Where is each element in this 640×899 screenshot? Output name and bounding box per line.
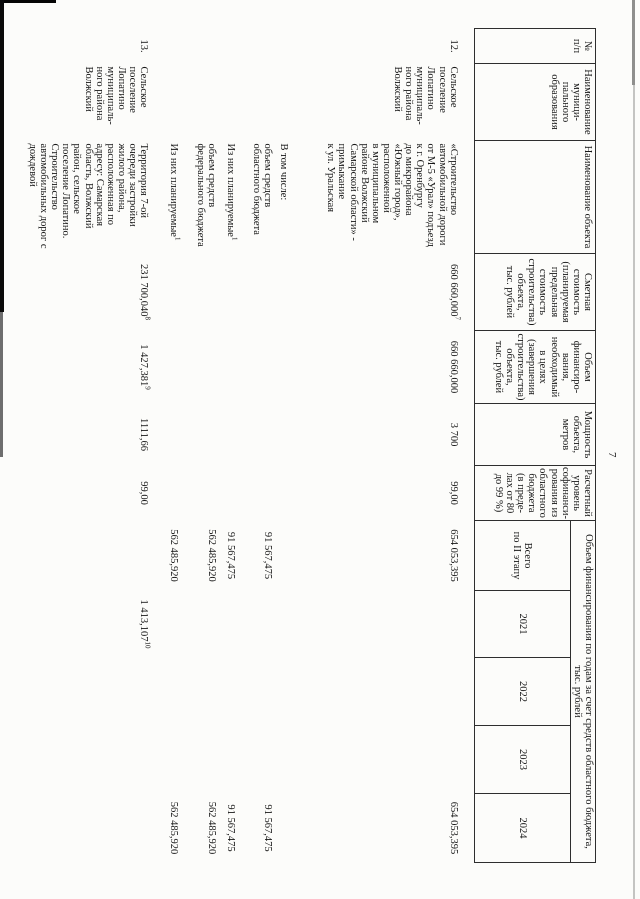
row-12-federal-budget-cell-9: [179, 658, 217, 726]
text-line: 2023: [516, 749, 528, 770]
row-13-main-cell-6: [0, 466, 159, 521]
row-13-main-cell-9: [0, 658, 159, 726]
footnote-superscript: 8: [143, 316, 152, 320]
row-13-main-cell-2: [0, 141, 159, 254]
text-line: муниципаль-: [104, 66, 116, 125]
cell-text: 1 427,381: [138, 344, 150, 387]
text-line: по II этапу: [511, 531, 523, 580]
year-column-header-y2022: [474, 658, 570, 726]
row-12-federal-planned-cell-4: [159, 331, 179, 404]
row-12-in-total-label-cell-10: [273, 726, 289, 794]
row-12-regional-budget-cell-1: [236, 64, 273, 141]
text-line: областного бюджета: [251, 143, 263, 235]
text-line: п/п: [570, 38, 582, 54]
text-line: Лопатино: [425, 66, 437, 110]
text-line: Сметная: [582, 272, 593, 311]
row-13-main-cell-5: [0, 404, 159, 466]
text-line: 91 567,475: [225, 531, 237, 580]
row-12-regional-budget-cell-7: [236, 521, 273, 591]
text-line: бюджета: [526, 473, 538, 513]
text-line: 654 053,395: [447, 801, 459, 855]
text-line: район, сельское: [71, 143, 83, 214]
row-12-in-total-label-cell-7: [273, 521, 289, 591]
row-12-in-total-label-cell-8: [273, 591, 289, 658]
cell-text: Из них планируемые: [168, 143, 180, 237]
row-12-federal-planned: [159, 29, 179, 863]
row-12-main-cell-5: [289, 404, 474, 466]
text-line: автомобильной дороги: [436, 143, 448, 246]
text-line: 91 567,475: [225, 804, 237, 852]
text-line: (планируемая: [559, 261, 571, 323]
text-line: стоимость: [537, 268, 549, 316]
text-line: федерального бюджета: [195, 143, 207, 247]
text-line: объекта,: [504, 348, 516, 386]
row-12-regional-budget-cell-2: [236, 141, 273, 254]
text-line: Строительство: [49, 143, 61, 210]
row-12-federal-budget-cell-8: [179, 591, 217, 658]
text-line: 12.: [447, 39, 459, 53]
row-12-in-total-label-cell-9: [273, 658, 289, 726]
row-12-regional-planned-cell-4: [217, 331, 236, 404]
text-line: метров: [559, 418, 571, 451]
row-12-in-total-label-cell-4: [273, 331, 289, 404]
row-12-regional-planned: [217, 29, 236, 863]
text-line: образования: [548, 74, 560, 130]
column-header-municipality: [474, 64, 595, 141]
year-column-header-total-stage2: [474, 521, 570, 591]
row-12-federal-budget-cell-0: [179, 29, 217, 64]
row-12-regional-planned-cell-1: [217, 64, 236, 141]
scan-artifact-left-edge: [0, 0, 4, 312]
text-line: объекта,: [570, 415, 582, 454]
column-header-num: [474, 29, 595, 64]
row-13-main-cell-4: [0, 331, 159, 404]
text-line: к г. Оренбургу: [414, 143, 426, 208]
year-column-header-y2021: [474, 591, 570, 658]
row-12-regional-planned-cell-7: [217, 521, 236, 591]
row-12-federal-planned-cell-2: [159, 141, 182, 254]
row-13-main-cell-3: [0, 254, 159, 331]
scan-edge-shadow-right: [633, 0, 635, 899]
text-line: очереди застройки: [127, 143, 139, 227]
text-line: Сельское: [138, 66, 150, 108]
cell-text: Из них планируемые: [225, 143, 237, 237]
row-12-federal-budget-cell-1: [179, 64, 217, 141]
scan-edge-shadow-right-dark: [632, 0, 635, 85]
text-line: Расчетный: [582, 469, 593, 517]
text-line: ного района: [403, 66, 415, 121]
text-line: автомобильных дорог с: [38, 143, 50, 249]
text-line: лах от 80: [504, 472, 516, 514]
text-line: тыс. рублей: [493, 340, 504, 394]
text-line: 562 485,920: [206, 801, 218, 855]
row-12-regional-planned-cell-5: [217, 404, 236, 466]
text-line: предельная: [548, 266, 560, 318]
row-12-federal-planned-cell-5: [159, 404, 179, 466]
text-line: 91 567,475: [262, 531, 274, 580]
text-line: Самарской области» -: [347, 143, 359, 241]
row-12-federal-budget-cell-5: [179, 404, 217, 466]
row-12-in-total-label-cell-2: [273, 141, 289, 254]
text-line: поселение: [436, 66, 448, 113]
row-12-main-cell-0: [289, 29, 474, 64]
row-13-main-cell-8: [0, 591, 159, 658]
row-12-main-cell-11: [289, 794, 474, 863]
row-12-federal-planned-cell-9: [159, 658, 179, 726]
text-line: 562 485,920: [206, 529, 218, 582]
row-12-regional-budget-cell-9: [236, 658, 273, 726]
column-header-capacity: [474, 404, 595, 466]
row-12-regional-planned-cell-8: [217, 591, 236, 658]
text-line: необходимый: [548, 336, 560, 398]
text-line: 3 700: [447, 422, 459, 447]
row-12-federal-planned-cell-10: [159, 726, 179, 794]
text-line: Территория 7-ой: [138, 143, 150, 218]
text-line: строительства): [526, 258, 538, 326]
row-12-main-cell-3: [289, 254, 474, 331]
row-12-main-cell-8: [289, 591, 474, 658]
page-number: 7: [606, 452, 618, 458]
text-line: (в преде-: [515, 473, 527, 513]
table-head: [474, 29, 595, 863]
text-line: рования из: [548, 468, 560, 518]
footnote-superscript: 7: [453, 316, 462, 320]
cell-text: 660 660,000: [447, 264, 459, 317]
row-12-in-total-label-cell-0: [273, 29, 289, 64]
text-line: объем средств: [262, 143, 274, 208]
text-line: объекта,: [515, 273, 527, 311]
text-line: объем средств: [206, 143, 218, 208]
cell-text: 231 700,040: [138, 264, 150, 317]
row-12-regional-budget-cell-8: [236, 591, 273, 658]
row-12-regional-planned-cell-6: [217, 466, 236, 521]
row-12-federal-planned-cell-0: [159, 29, 179, 64]
row-12-regional-planned-cell-10: [217, 726, 236, 794]
text-line: 2021: [516, 613, 528, 635]
row-13-main-cell-11: [0, 794, 159, 863]
row-12-regional-planned-cell-0: [217, 29, 236, 64]
text-line: Сельское: [447, 66, 459, 108]
text-line: 99,00: [138, 481, 150, 505]
column-header-cofinancing-level: [474, 466, 595, 521]
row-12-federal-budget-cell-10: [179, 726, 217, 794]
text-line: районе Волжский: [358, 143, 370, 223]
text-line: 1111,66: [138, 418, 150, 451]
row-12-regional-budget-cell-4: [236, 331, 273, 404]
text-line: в муниципальном: [369, 143, 381, 224]
text-line: муници-: [570, 83, 582, 121]
text-line: муниципаль-: [414, 66, 426, 125]
text-line: (завершения: [526, 339, 538, 395]
text-line: примыкание: [336, 143, 348, 200]
text-line: В том числе:: [278, 143, 290, 201]
text-line: 13.: [138, 39, 150, 53]
text-line: 2024: [516, 817, 528, 839]
row-12-regional-planned-cell-3: [217, 254, 236, 331]
text-line: жилого района,: [116, 143, 127, 213]
column-header-object: [474, 141, 595, 254]
row-12-main-cell-2: [289, 141, 474, 254]
text-line: №: [582, 40, 593, 52]
text-line: 99,00: [447, 481, 459, 505]
row-12-regional-budget-cell-3: [236, 254, 273, 331]
text-line: пального: [559, 81, 571, 123]
text-line: 654 053,395: [447, 529, 459, 582]
row-12-federal-budget-cell-7: [179, 521, 217, 591]
text-line: область, Волжский: [82, 143, 94, 229]
text-line: адресу: Самарская: [93, 143, 105, 227]
text-line: областного: [537, 468, 549, 518]
year-column-header-y2023: [474, 726, 570, 794]
text-line: «Строительство: [447, 143, 459, 216]
text-line: тыс. рублей: [571, 665, 583, 718]
footnote-superscript: 1: [173, 236, 182, 241]
column-header-years-group: [570, 521, 595, 863]
text-line: от М-5 «Урал» подъезд: [425, 143, 437, 247]
text-line: вания,: [559, 352, 571, 382]
text-line: тыс. рублей: [504, 265, 516, 319]
row-12-regional-budget-cell-11: [236, 794, 273, 863]
row-13-main-cell-10: [0, 726, 159, 794]
row-12-federal-budget-cell-4: [179, 331, 217, 404]
row-12-in-total-label-cell-1: [273, 64, 289, 141]
footnote-superscript: 1: [230, 236, 239, 241]
row-12-main-cell-4: [289, 331, 474, 404]
text-line: поселение: [127, 66, 139, 113]
text-line: финансиро-: [570, 340, 582, 394]
row-12-main-cell-7: [289, 521, 474, 591]
column-header-estimated-cost: [474, 254, 595, 331]
row-12-regional-planned-cell-2: [217, 141, 239, 254]
text-line: дождевой: [27, 143, 38, 187]
text-line: до микрорайона: [403, 143, 415, 216]
row-12-federal-planned-cell-11: [159, 794, 179, 863]
row-12-regional-planned-cell-9: [217, 658, 236, 726]
row-12-federal-budget-cell-11: [179, 794, 217, 863]
text-line: Объем финансирования по годам за счет средств областного бюджета,: [583, 534, 594, 849]
text-line: 660 660,000: [447, 340, 459, 394]
row-12-federal-budget-cell-2: [179, 141, 217, 254]
text-line: расположенной: [381, 143, 392, 213]
footnote-superscript: 10: [143, 641, 152, 649]
row-12-federal-budget-cell-3: [179, 254, 217, 331]
row-12-regional-budget-cell-6: [236, 466, 273, 521]
text-line: Объем: [582, 352, 593, 382]
row-12-federal-planned-cell-1: [159, 64, 179, 141]
row-13-main: [0, 29, 159, 863]
text-line: Мощность: [582, 410, 593, 459]
row-13-main-cell-0: [0, 29, 159, 64]
text-line: в целях: [537, 350, 549, 384]
text-line: Лопатино: [116, 66, 127, 110]
text-line: 562 485,920: [168, 529, 180, 582]
text-line: 91 567,475: [262, 804, 274, 852]
text-line: строительства): [515, 333, 527, 401]
row-12-main-cell-1: [289, 64, 474, 141]
row-12-regional-budget-cell-0: [236, 29, 273, 64]
row-12-in-total-label-cell-11: [273, 794, 289, 863]
row-12-main: [289, 29, 474, 863]
row-13-main-cell-1: [0, 64, 159, 141]
text-line: 562 485,920: [168, 801, 180, 855]
financing-table: [0, 28, 596, 863]
year-column-header-y2024: [474, 794, 570, 863]
row-12-federal-planned-cell-8: [159, 591, 179, 658]
text-line: 2022: [516, 681, 528, 702]
cell-text: 1 413,107: [138, 599, 150, 642]
row-12-regional-budget-cell-10: [236, 726, 273, 794]
row-12-regional-budget: [236, 29, 273, 863]
column-header-financing-needed: [474, 331, 595, 404]
row-12-regional-budget-cell-5: [236, 404, 273, 466]
row-13-main-cell-7: [0, 521, 159, 591]
text-line: Наименование: [582, 69, 593, 135]
row-12-in-total-label: [273, 29, 289, 863]
text-line: Волжский: [82, 66, 94, 112]
text-line: Всего: [522, 542, 534, 569]
row-12-in-total-label-cell-6: [273, 466, 289, 521]
text-line: до 99 %): [493, 473, 504, 513]
row-12-main-cell-6: [289, 466, 474, 521]
text-line: Наименование объекта: [582, 145, 593, 249]
row-12-federal-planned-cell-6: [159, 466, 179, 521]
footnote-superscript: 9: [143, 386, 152, 390]
row-12-federal-budget-cell-6: [179, 466, 217, 521]
text-line: ного района: [93, 66, 105, 121]
row-12-in-total-label-cell-5: [273, 404, 289, 466]
row-12-federal-budget: [179, 29, 217, 863]
text-line: Волжский: [392, 66, 404, 112]
table-body: [0, 29, 474, 863]
row-12-main-cell-9: [289, 658, 474, 726]
text-line: стоимость: [570, 268, 582, 316]
row-12-federal-planned-cell-7: [159, 521, 179, 591]
scan-artifact-left-edge-fade: [0, 312, 3, 457]
text-line: к ул. Уральская: [325, 143, 337, 213]
text-line: «Южный город»,: [392, 143, 404, 221]
scan-artifact-top-edge: [0, 0, 56, 3]
text-line: софинанси-: [559, 467, 571, 520]
text-line: поселение Лопатино.: [60, 143, 72, 239]
row-12-federal-planned-cell-3: [159, 254, 179, 331]
header-row-1: [570, 29, 595, 863]
text-line: уровень: [570, 475, 582, 511]
row-12-regional-planned-cell-11: [217, 794, 236, 863]
row-12-main-cell-10: [289, 726, 474, 794]
row-12-in-total-label-cell-3: [273, 254, 289, 331]
text-line: расположенная по: [104, 143, 116, 226]
